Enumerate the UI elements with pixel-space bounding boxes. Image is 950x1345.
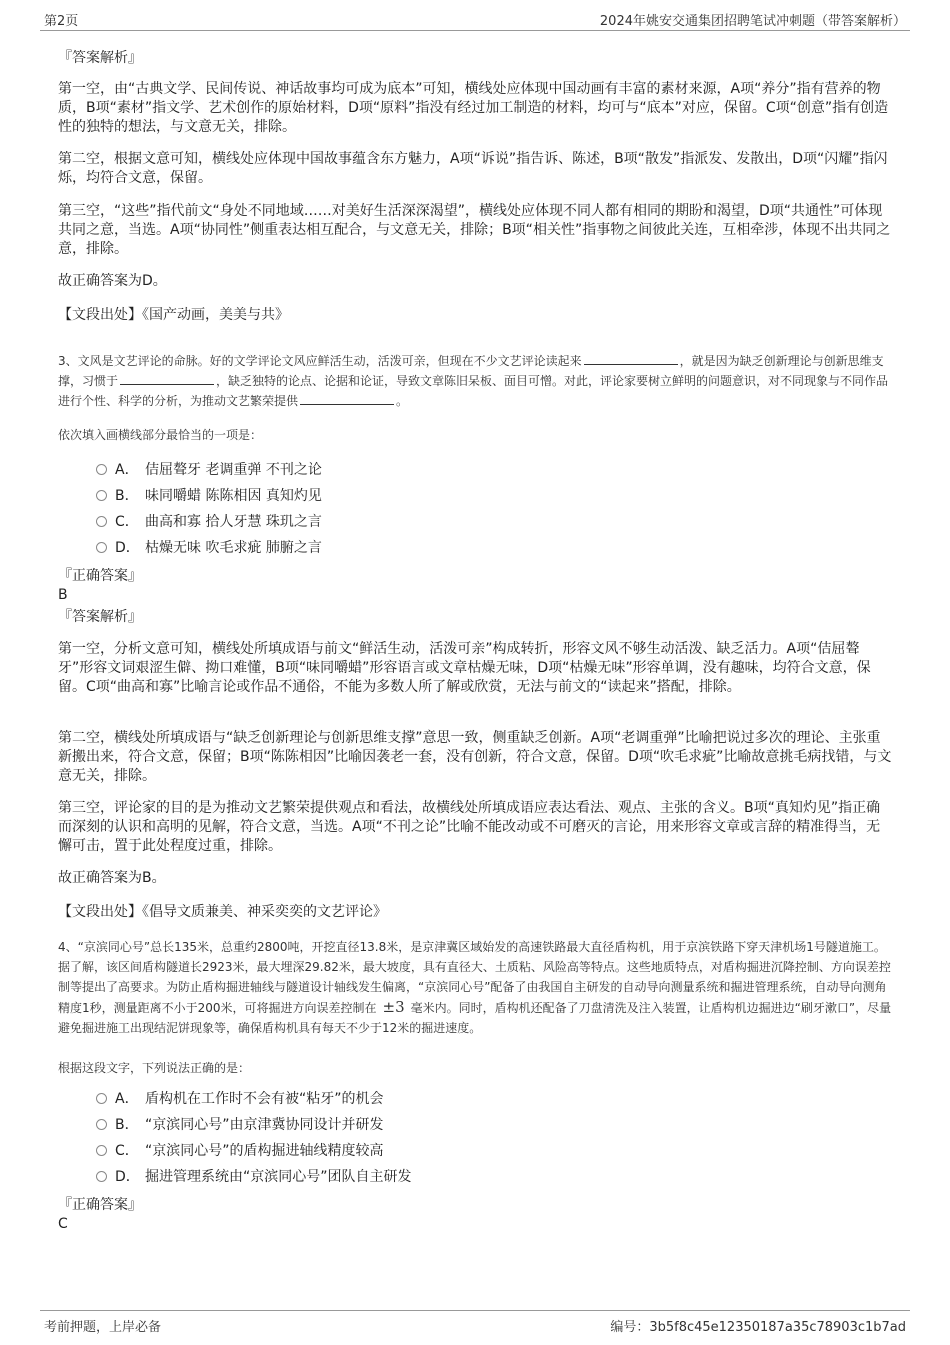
q3-analysis-p2: 第二空，横线处所填成语与“缺乏创新理论与创新思维支撑”意思一致，侧重缺乏创新。A项“老调重弹”比喻把说过多次的理论、主张重新搬出来，符合文意，保留；B项“陈陈相因”比喻因袭老一套，没有创新，符合文意，保留。D项“吹毛求疵”比喻故意挑毛病找错，与文意无关，排除。: [58, 730, 892, 784]
document-id: 编号：3b5f8c45e12350187a35c78903c1b7ad: [610, 1320, 906, 1335]
q3-analysis-label: 『答案解析』: [58, 609, 142, 625]
q4-stem: [58, 937, 892, 1038]
q2-analysis-p1: 第一空，由“古典文学、民间传说、神话故事均可成为底本”可知，横线处应体现中国动画有丰富的素材来源，A项“养分”指有营养的物质，B项“素材”指文学、艺术创作的原始材料，D项“原料”指没有经过加工制造的材料，均可与“底本”对应，保留。C项“创意”指有创造性的独特的想法，与文意无关，排除。: [58, 81, 889, 135]
radio-icon[interactable]: [96, 1093, 107, 1104]
option-text: 盾构机在工作时不会有被“粘牙”的机会: [145, 1091, 384, 1107]
q2-analysis-p3: 第三空，“这些”指代前文“身处不同地域……对美好生活深深渴望”，横线处应体现不同人都有相同的期盼和渴望，D项“共通性”可体现共同之意，当选。A项“协同性”侧重表达相互配合，与文意无关，排除；B项“相关性”指事物之间彼此关连，互相牵涉，体现不出共同之意，排除。: [58, 203, 891, 257]
q4-option-a[interactable]: [96, 1089, 384, 1109]
q2-analysis-label: 『答案解析』: [58, 50, 142, 66]
q3-stem-c: ，缺乏独特的论点、论据和论证，导致文章陈旧呆板、面目可憎。对此，评论家要树立鲜明的问题意识，对不同现象与不同作品进行个性、科学的分析，为推动文艺繁荣提供: [58, 374, 889, 408]
q3-option-d[interactable]: [96, 538, 322, 558]
option-letter: B．: [115, 488, 139, 504]
option-letter: A．: [115, 1091, 139, 1107]
page-number: 第2页: [44, 14, 79, 29]
q4-prompt: 根据这段文字，下列说法正确的是：: [58, 1061, 251, 1075]
q3-blank-3: [300, 391, 394, 405]
option-text: 佶屈聱牙 老调重弹 不刊之论: [145, 462, 322, 478]
option-text: 曲高和寡 拾人牙慧 珠玑之言: [145, 514, 322, 530]
q3-option-b[interactable]: [96, 486, 322, 506]
header-rule: [40, 30, 910, 31]
q4-stem-a: 4、“京滨同心号”总长135米，总重约2800吨，开挖直径13.8米，是京津冀区域始发的高速铁路最大直径盾构机，用于京滨铁路下穿天津机场1号隧道施工。据了解，该区间盾构隧道长2923米，最大埋深29.82米，最大坡度，具有直径大、土质粘、风险高等特点。这些地质特点，对盾构掘进沉降控制、方向误差控制等提出了高要求。为防止盾构掘进轴线与隧道设计轴线发生偏离，“京滨同心号”配备了由我国自主研发的自动导向测量系统和掘进管理系统，自动导向测角精度1秒，测量距离不小于200米，可将掘进方向误差控制在: [58, 940, 891, 1015]
q4-tolerance: ±3: [382, 998, 405, 1016]
q3-answer-label: 『正确答案』: [58, 568, 142, 584]
q4-stem-b: 毫米内。同时，盾构机还配备了刀盘清洗及注入装置，让盾构机边掘进边“刷牙漱口”，尽量避免掘进施工出现结泥饼现象等，确保盾构机具有每天不少于12米的掘进速度。: [58, 1001, 892, 1035]
option-text: 掘进管理系统由“京滨同心号”团队自主研发: [145, 1169, 412, 1185]
option-letter: D．: [115, 1169, 140, 1185]
option-text: 枯燥无味 吹毛求疵 肺腑之言: [145, 540, 322, 556]
q2-analysis-p2: 第二空，根据文意可知，横线处应体现中国故事蕴含东方魅力，A项“诉说”指告诉、陈述，B项“散发”指派发、发散出，D项“闪耀”指闪烁，均符合文意，保留。: [58, 151, 888, 186]
option-letter: D．: [115, 540, 140, 556]
radio-icon[interactable]: [96, 1119, 107, 1130]
q3-blank-1: [584, 351, 678, 365]
q3-stem: [58, 351, 892, 411]
option-letter: C．: [115, 514, 139, 530]
radio-icon[interactable]: [96, 1171, 107, 1182]
q3-stem-a: 3、文风是文艺评论的命脉。好的文学评论文风应鲜活生动，活泼可亲，但现在不少文艺评论读起来: [58, 354, 582, 368]
q3-analysis-p1: 第一空，分析文意可知，横线处所填成语与前文“鲜活生动，活泼可亲”构成转折，形容文风不够生动活泼、缺乏活力。A项“佶屈聱牙”形容文词艰涩生僻、拗口难懂，B项“味同嚼蜡”形容语言或文章枯燥无味，D项“枯燥无味”形容单调，没有趣味，均符合文意，保留。C项“曲高和寡”比喻言论或作品不通俗，不能为多数人所了解或欣赏，无法与前文的“读起来”搭配，排除。: [58, 641, 871, 695]
footer-rule: [40, 1310, 910, 1311]
option-letter: C．: [115, 1143, 139, 1159]
document-title: 2024年姚安交通集团招聘笔试冲刺题（带答案解析）: [599, 14, 906, 29]
footer-slogan: 考前押题，上岸必备: [44, 1320, 162, 1335]
q3-blank-2: [120, 371, 214, 385]
q3-stem-d: 。: [396, 394, 409, 408]
q3-answer: B: [58, 587, 68, 603]
option-text: 味同嚼蜡 陈陈相因 真知灼见: [145, 488, 322, 504]
option-letter: B．: [115, 1117, 139, 1133]
q3-prompt: 依次填入画横线部分最恰当的一项是：: [58, 428, 263, 442]
q3-stem-b: ，就是因为缺乏创新理论与创新思维支撑，习惯于: [58, 354, 884, 388]
q3-source: 【文段出处】《倡导文质兼美、神采奕奕的文艺评论》: [58, 904, 387, 920]
q4-option-b[interactable]: [96, 1115, 384, 1135]
q2-source: 【文段出处】《国产动画，美美与共》: [58, 307, 289, 323]
q4-answer-label: 『正确答案』: [58, 1197, 142, 1213]
option-text: “京滨同心号”由京津冀协同设计并研发: [145, 1117, 384, 1133]
q2-conclusion: 故正确答案为D。: [58, 273, 167, 289]
radio-icon[interactable]: [96, 490, 107, 501]
page-header: [0, 0, 950, 30]
q3-analysis-p3: 第三空，评论家的目的是为推动文艺繁荣提供观点和看法，故横线处所填成语应表达看法、观点、主张的含义。B项“真知灼见”指正确而深刻的认识和高明的见解，符合文意，当选。A项“不刊之论”比喻不能改动或不可磨灭的言论，用来形容文章或言辞的精准得当，无懈可击，置于此处程度过重，排除。: [58, 800, 881, 854]
q4-option-c[interactable]: [96, 1141, 384, 1161]
radio-icon[interactable]: [96, 516, 107, 527]
radio-icon[interactable]: [96, 1145, 107, 1156]
q3-option-a[interactable]: [96, 460, 322, 480]
q3-conclusion: 故正确答案为B。: [58, 870, 166, 886]
radio-icon[interactable]: [96, 464, 107, 475]
page-footer: [0, 1305, 950, 1345]
radio-icon[interactable]: [96, 542, 107, 553]
q4-option-d[interactable]: [96, 1167, 412, 1187]
q3-option-c[interactable]: [96, 512, 322, 532]
option-text: “京滨同心号”的盾构掘进轴线精度较高: [145, 1143, 384, 1159]
option-letter: A．: [115, 462, 139, 478]
q4-answer: C: [58, 1216, 68, 1232]
